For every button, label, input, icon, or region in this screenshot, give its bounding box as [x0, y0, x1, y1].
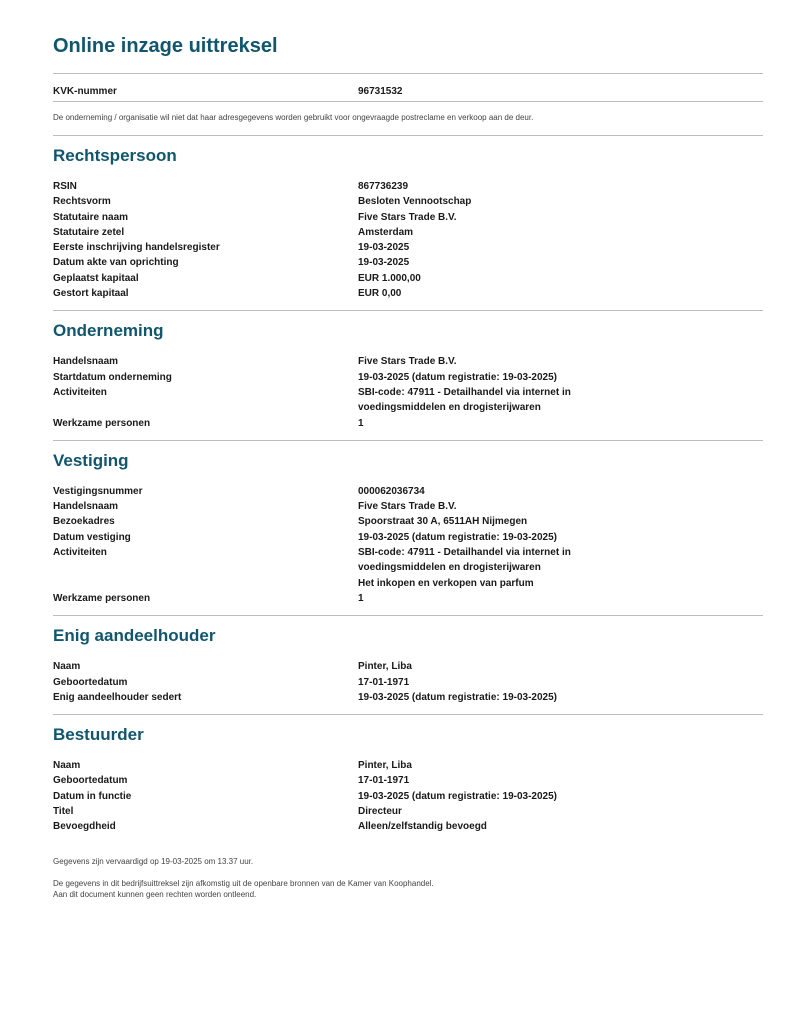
- field-value-line: 1: [358, 417, 364, 429]
- field-value-line: 19-03-2025 (datum registratie: 19-03-2025): [358, 371, 557, 383]
- section-onderneming: [53, 320, 764, 440]
- field-value-line: EUR 0,00: [358, 288, 402, 300]
- field-value-line: 19-03-2025: [358, 257, 410, 269]
- field-value-line: 19-03-2025 (datum registratie: 19-03-2025): [358, 531, 557, 543]
- field-row: [53, 773, 764, 788]
- field-value-line: 19-03-2025 (datum registratie: 19-03-2025): [358, 691, 557, 703]
- field-value-line: 17-01-1971: [358, 775, 410, 787]
- field-label: Datum vestiging: [53, 531, 131, 543]
- section-title: Vestiging: [53, 450, 129, 470]
- field-label: Statutaire zetel: [53, 226, 125, 238]
- field-value-line: 17-01-1971: [358, 676, 410, 688]
- section-title: Bestuurder: [53, 725, 144, 745]
- field-value: [358, 194, 764, 209]
- field-value: [358, 416, 764, 431]
- field-label: Geboortedatum: [53, 775, 128, 787]
- field-value-line: Spoorstraat 30 A, 6511AH Nijmegen: [358, 516, 528, 528]
- field-value: [358, 819, 764, 834]
- field-value: [358, 758, 764, 773]
- field-value-line: Amsterdam: [358, 226, 414, 238]
- field-label: Vestigingsnummer: [53, 485, 143, 497]
- field-label: Geplaatst kapitaal: [53, 272, 139, 284]
- field-label: Enig aandeelhouder sedert: [53, 691, 182, 703]
- field-value: [358, 225, 764, 240]
- section-spacer: [53, 606, 764, 615]
- field-value: [358, 773, 764, 788]
- field-value: [358, 484, 764, 499]
- field-row: [53, 758, 764, 773]
- field-label: Statutaire naam: [53, 211, 129, 223]
- divider: [53, 615, 763, 616]
- field-value: [358, 370, 764, 385]
- field-row: [53, 514, 764, 529]
- field-row: [53, 819, 764, 834]
- field-value-line: Het inkopen en verkopen van parfum: [358, 577, 534, 589]
- field-row: [53, 354, 764, 369]
- field-value: [358, 499, 764, 514]
- section-title: Rechtspersoon: [53, 146, 177, 165]
- field-value: [358, 179, 764, 194]
- field-value: [358, 804, 764, 819]
- field-row: [53, 690, 764, 705]
- field-label: Bezoekadres: [53, 516, 115, 528]
- field-label: Handelsnaam: [53, 501, 119, 513]
- field-label: Eerste inschrijving handelsregister: [53, 242, 220, 254]
- field-value: [358, 789, 764, 804]
- field-row: [53, 545, 764, 591]
- field-label: Gestort kapitaal: [53, 288, 129, 300]
- field-row: [53, 286, 764, 301]
- field-label: Activiteiten: [53, 386, 107, 398]
- field-value-line: Five Stars Trade B.V.: [358, 356, 457, 368]
- field-row: [53, 591, 764, 606]
- field-label: Werkzame personen: [53, 417, 151, 429]
- field-row: [53, 240, 764, 255]
- field-row: [53, 804, 764, 819]
- field-value-line: 19-03-2025: [358, 242, 410, 254]
- field-label: Startdatum onderneming: [53, 371, 172, 383]
- field-row: [53, 194, 764, 209]
- section-rechtspersoon: [53, 145, 764, 311]
- section-spacer: [53, 431, 764, 440]
- field-value: [358, 240, 764, 255]
- field-row: [53, 370, 764, 385]
- divider: [53, 135, 763, 136]
- field-value-line: 000062036734: [358, 485, 425, 497]
- field-value-line: 1: [358, 592, 364, 604]
- address-notice: De onderneming / organisatie wil niet dat haar adresgegevens worden gebruikt voor ongevraagde postreclame en verkoop aan de deur.: [53, 113, 534, 122]
- field-value-line: EUR 1.000,00: [358, 272, 421, 284]
- sections-container: [53, 145, 764, 844]
- field-value: [358, 545, 764, 591]
- field-label: RSIN: [53, 181, 77, 192]
- field-row: [53, 210, 764, 225]
- section-title: Enig aandeelhouder: [53, 626, 216, 646]
- section-spacer: [53, 835, 764, 844]
- field-row: [53, 499, 764, 514]
- field-value-line: 867736239: [358, 181, 409, 192]
- field-label: Naam: [53, 760, 81, 772]
- field-row: [53, 225, 764, 240]
- field-value-line: SBI-code: 47911 - Detailhandel via internet in: [358, 547, 571, 559]
- source-note: [53, 878, 764, 900]
- field-value: [358, 690, 764, 705]
- field-value-line: Alleen/zelfstandig bevoegd: [358, 821, 487, 833]
- source-note-line-1: De gegevens in dit bedrijfsuittreksel zijn afkomstig uit de openbare bronnen van de Kamer van Koophandel.: [53, 878, 434, 888]
- kvk-label: KVK-nummer: [53, 86, 117, 97]
- generated-note: Gegevens zijn vervaardigd op 19-03-2025 om 13.37 uur.: [53, 856, 254, 866]
- field-value: [358, 514, 764, 529]
- field-row: [53, 659, 764, 674]
- field-row: [53, 675, 764, 690]
- section-spacer: [53, 705, 764, 714]
- field-value-line: Besloten Vennootschap: [358, 196, 472, 208]
- document-title: Online inzage uittreksel: [53, 35, 278, 57]
- field-value-line: voedingsmiddelen en drogisterijwaren: [358, 562, 541, 574]
- field-row: [53, 530, 764, 545]
- field-row: [53, 271, 764, 286]
- section-enig-aandeelhouder: [53, 625, 764, 715]
- field-value: [358, 354, 764, 369]
- field-value-line: voedingsmiddelen en drogisterijwaren: [358, 402, 541, 414]
- field-value: [358, 675, 764, 690]
- field-value: [358, 659, 764, 674]
- divider: [53, 310, 763, 311]
- field-label: Werkzame personen: [53, 592, 151, 604]
- field-row: [53, 385, 764, 416]
- field-value: [358, 591, 764, 606]
- field-label: Bevoegdheid: [53, 821, 116, 833]
- field-value-line: Pinter, Liba: [358, 661, 412, 673]
- field-label: Activiteiten: [53, 547, 107, 559]
- divider: [53, 440, 763, 441]
- kvk-row: [53, 74, 764, 101]
- field-label: Naam: [53, 661, 81, 673]
- field-value: [358, 255, 764, 270]
- section-bestuurder: [53, 724, 764, 843]
- field-value-line: SBI-code: 47911 - Detailhandel via internet in: [358, 386, 571, 398]
- field-value: [358, 210, 764, 225]
- field-value-line: Five Stars Trade B.V.: [358, 501, 457, 513]
- field-value: [358, 385, 764, 416]
- field-row: [53, 179, 764, 194]
- section-title: Onderneming: [53, 321, 164, 341]
- field-value-line: 19-03-2025 (datum registratie: 19-03-2025): [358, 790, 557, 802]
- field-row: [53, 789, 764, 804]
- kvk-value: 96731532: [358, 86, 403, 97]
- field-label: Datum akte van oprichting: [53, 257, 179, 269]
- field-row: [53, 255, 764, 270]
- divider: [53, 714, 763, 715]
- field-label: Titel: [53, 806, 74, 818]
- field-value-line: Five Stars Trade B.V.: [358, 211, 457, 223]
- field-row: [53, 484, 764, 499]
- field-label: Rechtsvorm: [53, 196, 111, 208]
- field-value: [358, 286, 764, 301]
- field-value: [358, 530, 764, 545]
- field-label: Datum in functie: [53, 790, 132, 802]
- section-spacer: [53, 301, 764, 310]
- source-note-line-2: Aan dit document kunnen geen rechten worden ontleend.: [53, 889, 257, 899]
- field-value-line: Directeur: [358, 806, 402, 818]
- field-value-line: Pinter, Liba: [358, 760, 412, 772]
- field-label: Handelsnaam: [53, 356, 119, 368]
- field-value: [358, 271, 764, 286]
- field-row: [53, 416, 764, 431]
- field-label: Geboortedatum: [53, 676, 128, 688]
- section-vestiging: [53, 450, 764, 616]
